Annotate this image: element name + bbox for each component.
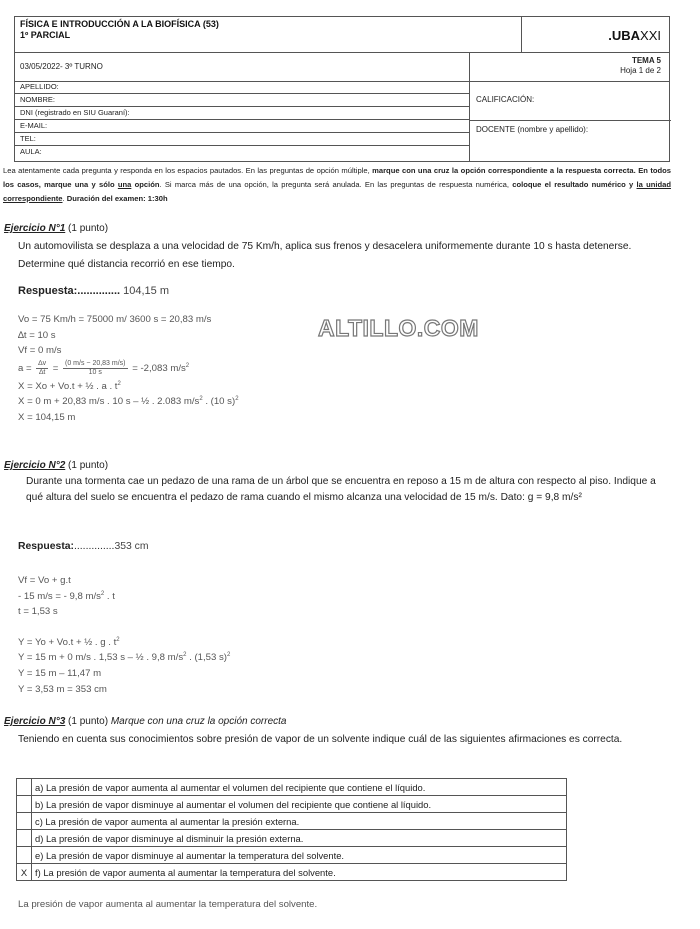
student-fields	[15, 81, 469, 158]
ex1-statement: Un automovilista se desplaza a una velocidad de 75 Km/h, aplica sus frenos y desacelera uniformemente durante 10 s hasta detenerse. Determine qué distancia recorrió en ese tiempo.	[18, 241, 632, 270]
ex1-points: (1 punto)	[65, 223, 109, 234]
ex1-answer-dots: ..............	[77, 285, 121, 297]
ex1-work-line: Vf = 0 m/s	[18, 345, 62, 357]
field-apellido[interactable]: APELLIDO:	[15, 81, 469, 94]
option-row[interactable]	[17, 847, 567, 864]
option-row[interactable]	[17, 864, 567, 881]
option-checkbox[interactable]	[17, 847, 32, 864]
option-checkbox[interactable]	[17, 796, 32, 813]
instr-text-3: .	[62, 194, 67, 203]
ex1-work-line: Vo = 75 Km/h = 75000 m/ 3600 s = 20,83 m/s	[18, 314, 212, 325]
ex3-points: (1 punto)	[65, 716, 111, 727]
ex2-work-line: - 15 m/s = - 9,8 $m/s^2$ . t	[18, 590, 115, 602]
ex1-work-acceleration: a = $\frac{\Delta v}{\Delta t}$ = $\frac{(0 m/s - 20,83 m/s)}{10 s}$ = -2,083 $m/s^2$	[18, 359, 190, 376]
option-text: e) La presión de vapor disminuye al aumentar la temperatura del solvente.	[32, 847, 567, 864]
ex2-formula: Y = Yo + Vo.t + ½ . g . t	[18, 636, 117, 648]
ex2-work-line: Y = 15 m + 0 m/s . 1,53 s – ½ . 9,8 $m/s^2$ . (1,53 s)$^2$	[18, 652, 231, 664]
logo-cell	[521, 17, 669, 52]
instr-duration: Duración del examen: 1:30h	[66, 194, 168, 203]
ex1-label: Ejercicio N°1	[4, 223, 66, 234]
ex2-work-line: Vf = Vo + g.t	[18, 575, 71, 586]
ex1-answer-value[interactable]: 104,15 m	[120, 285, 170, 297]
course-title	[20, 19, 219, 41]
ex1-work-line: X = 104,15 m	[18, 411, 76, 423]
option-row[interactable]	[17, 813, 567, 830]
field-aula[interactable]: AULA:	[20, 147, 42, 156]
option-checkbox[interactable]	[17, 813, 32, 830]
ex2-work-line: t = 1,53 s	[18, 606, 58, 618]
fraction-values	[63, 360, 128, 377]
ex2-work	[18, 573, 230, 697]
ex1-formula: X = Xo + Vo.t + ½ . a . t	[18, 380, 118, 392]
instructions	[3, 164, 671, 206]
logo-rest-text: XXI	[640, 28, 661, 43]
instr-underline-1: una	[117, 180, 132, 189]
option-text: f) La presión de vapor aumenta al aumentar la temperatura del solvente.	[32, 864, 567, 881]
instr-bold-1: marque con una cruz la opción correspondiente a la respuesta correcta. En todos los casos, marque una y sólo	[3, 166, 672, 189]
logo-bold-text: .UBA	[608, 28, 641, 43]
ex2-answer	[18, 541, 149, 552]
option-text: b) La presión de vapor disminuye al aumentar el volumen del recipiente que contiene al líquido.	[32, 796, 567, 813]
header-title-row	[15, 17, 669, 53]
ex1-substitution-end: . (10 s)	[202, 396, 236, 408]
calificacion-field[interactable]: CALIFICACIÓN:	[476, 95, 535, 104]
field-dni[interactable]: DNI (registrado en SIU Guaraní):	[15, 107, 469, 120]
instr-bold-3: coloque el resultado numérico y	[512, 180, 637, 189]
fraction-dv-dt	[36, 360, 48, 377]
ex1-answer	[18, 285, 169, 297]
field-tel[interactable]: TEL:	[15, 133, 469, 146]
ex2-work-line: Y = 15 m – 11,47 m	[18, 667, 102, 679]
field-email[interactable]: E-MAIL:	[15, 120, 469, 133]
ex2-label: Ejercicio N°2	[4, 460, 66, 471]
frac-den: ∆t	[39, 368, 46, 376]
ex1-work-line: X = Xo + Vo.t + ½ . a . $t^2$	[18, 380, 121, 392]
course-name: FÍSICA E INTRODUCCIÓN A LA BIOFÍSICA (53)	[20, 19, 219, 29]
exam-name: 1º PARCIAL	[20, 30, 71, 40]
option-row[interactable]	[17, 796, 567, 813]
instr-text-1: Lea atentamente cada pregunta y responda en los espacios pautados. En las preguntas de opción múltiple,	[3, 166, 373, 175]
docente-divider	[469, 120, 671, 121]
ex3-label: Ejercicio N°3	[4, 716, 66, 727]
option-row[interactable]	[17, 830, 567, 847]
ex2-equation-end: . t	[104, 590, 115, 602]
option-checkbox[interactable]: X	[17, 864, 32, 881]
header-divider	[469, 52, 470, 162]
instr-underline-2: la unidad correspondiente	[3, 180, 671, 203]
ex2-points: (1 punto)	[65, 460, 109, 471]
ex1-title	[4, 223, 108, 234]
ex3-title	[4, 716, 287, 727]
ex2-substitution-end: . (1,53 s)	[186, 652, 228, 664]
ex1-substitution: X = 0 m + 20,83 m/s . 10 s – ½ . 2.083 m/s	[18, 396, 200, 408]
ex3-answer[interactable]: La presión de vapor aumenta al aumentar la temperatura del solvente.	[18, 899, 318, 910]
ex2-work-line: Y = 3,53 m = 353 cm	[18, 683, 107, 695]
frac-num: (0 m/s − 20,83 m/s)	[65, 359, 126, 367]
ex2-statement: Durante una tormenta cae un pedazo de una rama de un árbol que se encuentra en reposo a 15 m de altura con respecto al piso. Indique a qué altura del suelo se encuentra el pedazo de rama cuando el mismo alcanza una velocidad de 15 m/s. Dato: g = 9,8 m/s²	[26, 476, 656, 503]
exam-header	[14, 16, 670, 162]
ex2-answer-dots: ..............	[74, 541, 115, 552]
ex3-instruction: Marque con una cruz la opción correcta	[110, 716, 287, 727]
frac-num: ∆v	[38, 359, 47, 367]
ex1-work	[18, 312, 239, 426]
docente-field[interactable]: DOCENTE (nombre y apellido):	[476, 125, 589, 134]
instr-bold-2: opción	[131, 180, 160, 189]
header-date-row	[15, 52, 669, 82]
ex2-answer-value[interactable]: 353 cm	[114, 541, 149, 552]
spacer	[18, 620, 230, 635]
option-row[interactable]	[17, 779, 567, 796]
acc-prefix: a =	[18, 362, 35, 374]
options-table	[16, 778, 567, 881]
ex3-statement: Teniendo en cuenta sus conocimientos sobre presión de vapor de un solvente indique cuál de las siguientes afirmaciones es correcta.	[18, 734, 623, 745]
ex1-answer-label: Respuesta:	[18, 285, 78, 297]
instr-text-2: . Si marca más de una opción, la pregunta será anulada. En las preguntas de respuesta numérica,	[159, 180, 513, 189]
option-checkbox[interactable]	[17, 779, 32, 796]
page-indicator: Hoja 1 de 2	[620, 66, 661, 75]
tema-label: TEMA 5	[631, 56, 661, 65]
watermark: ALTILLO.COM	[318, 315, 479, 341]
ex2-answer-label: Respuesta:	[18, 541, 75, 552]
acc-result: = -2,083 m/s	[132, 362, 186, 374]
frac-den: 10 s	[88, 368, 102, 376]
ex2-work-line: Y = Yo + Vo.t + ½ . g . $t^2$	[18, 636, 120, 648]
ex2-title	[4, 460, 108, 471]
option-text: d) La presión de vapor disminuye al disminuir la presión externa.	[32, 830, 567, 847]
uba-logo	[608, 28, 661, 43]
ex1-work-line: ∆t = 10 s	[18, 329, 56, 341]
ex1-work-line: X = 0 m + 20,83 m/s . 10 s – ½ . 2.083 $m/s^2$ . (10 s)$^2$	[18, 396, 239, 408]
ex2-equation: - 15 m/s = - 9,8 m/s	[18, 590, 101, 602]
field-nombre[interactable]: NOMBRE:	[15, 94, 469, 107]
tema-block	[620, 56, 661, 76]
option-text: a) La presión de vapor aumenta al aumentar el volumen del recipiente que contiene el líquido.	[32, 779, 567, 796]
ex2-substitution: Y = 15 m + 0 m/s . 1,53 s – ½ . 9,8 m/s	[18, 652, 184, 664]
option-checkbox[interactable]	[17, 830, 32, 847]
option-text: c) La presión de vapor aumenta al aumentar la presión externa.	[32, 813, 567, 830]
exam-date: 03/05/2022- 3º TURNO	[20, 62, 103, 71]
